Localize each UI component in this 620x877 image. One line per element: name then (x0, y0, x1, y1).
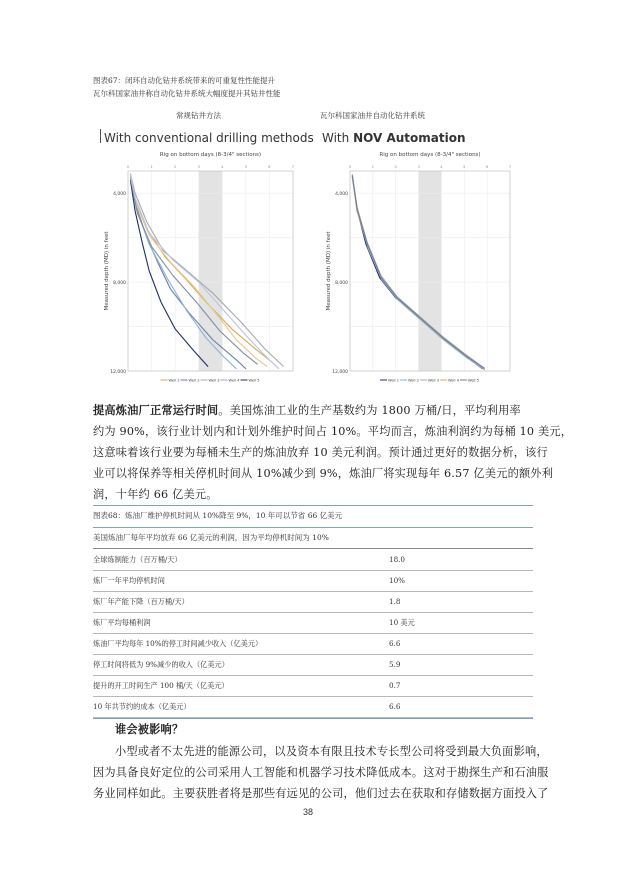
para1-line5: 润，十年约 66 亿美元。 (93, 488, 218, 501)
row-label: 10 年共节约的成本（亿美元） (93, 702, 191, 711)
y-axis-title: Measured depth (MD) in feet (326, 231, 332, 311)
table-row (93, 633, 533, 655)
x-axis-title: Rig on bottom days (8-3/4" sections) (159, 152, 262, 158)
table-row (93, 675, 533, 697)
x-tick-label: 7 (508, 165, 512, 169)
row-label: 炼厂年产能下降（百万桶/天） (93, 597, 189, 606)
chart-svg-nov (322, 149, 522, 393)
y-tick-label: 4,000 (113, 192, 126, 198)
x-tick-label: 3 (197, 165, 200, 169)
paragraph-who-affected (93, 741, 549, 804)
page-number: 38 (303, 807, 314, 817)
legend-label: Well 3 (428, 378, 439, 383)
row-value: 5.9 (389, 660, 401, 669)
x-axis-title: Rig on bottom days (8-3/4" sections) (379, 152, 481, 158)
row-label: 炼厂平均每桶利润 (93, 618, 151, 627)
y-axis-title: Measured depth (MD) in feet (104, 231, 110, 311)
legend-label: Well 4 (448, 378, 459, 383)
row-value: 10% (389, 576, 405, 585)
row-value: 6.6 (389, 702, 401, 711)
y-tick-label: 8,000 (335, 281, 348, 287)
chart-svg-conventional (100, 149, 305, 393)
x-tick-label: 4 (440, 165, 443, 169)
x-tick-label: 0 (348, 165, 352, 169)
row-value: 10 美元 (389, 618, 415, 627)
row-value: 0.7 (389, 681, 401, 690)
para1-line3: 这意味着该行业要为每桶未生产的炼油放弃 10 美元利润。预计通过更好的数据分析，该行 (93, 446, 548, 459)
chart-title-nov: With NOV Automation (322, 131, 466, 145)
row-label: 全球炼制能力（百万桶/天） (93, 555, 182, 564)
row-label: 炼油厂平均每年 10%的停工时间减少收入（亿美元） (93, 639, 263, 648)
y-tick-label: 12,000 (110, 370, 126, 375)
x-tick-label: 2 (174, 165, 177, 169)
table-row (93, 654, 533, 676)
x-tick-label: 5 (463, 165, 466, 169)
x-tick-label: 2 (394, 165, 397, 169)
shaded-band (419, 171, 442, 371)
legend-label: Well 5 (468, 378, 479, 383)
legend-label: Well 4 (228, 378, 240, 383)
table-row (93, 570, 533, 592)
x-tick-label: 5 (244, 165, 247, 169)
row-value: 18.0 (389, 555, 406, 564)
row-label: 提升的开工时间生产 100 桶/天（亿美元） (93, 681, 229, 690)
chart-title-conventional: With conventional drilling methods (104, 131, 314, 145)
figure68-top-rule (93, 505, 533, 506)
figure67-caption-line2: 瓦尔科国家油井称自动化钻井系统大幅度提升其钻井性能 (93, 89, 281, 98)
row-label: 炼厂一年平均停机时间 (93, 576, 165, 585)
x-tick-label: 1 (371, 165, 374, 169)
x-tick-label: 6 (486, 165, 489, 169)
x-tick-label: 3 (417, 165, 420, 169)
figure67-left-label: 常规钻井方法 (176, 111, 221, 120)
legend-label: Well 2 (408, 378, 419, 383)
table-row (93, 612, 533, 634)
section-heading: 谁会被影响？ (115, 722, 184, 736)
y-tick-label: 4,000 (335, 192, 348, 198)
series-line (352, 175, 482, 368)
legend-label: Well 5 (248, 378, 260, 383)
table-row (93, 591, 533, 613)
x-tick-label: 4 (221, 165, 224, 169)
para2-line3: 务业同样如此。主要获胜者将是那些有远见的公司，他们过去在获取和存储数据方面投入了 (93, 787, 549, 800)
row-label: 停工时间将低为 9%减少的收入（亿美元） (93, 660, 229, 669)
para1-line2: 约为 90%，该行业计划内和计划外维护时间占 10%。平均而言，炼油利润约为每桶 10 美元， (93, 425, 573, 438)
x-tick-label: 7 (291, 165, 295, 169)
para2-line2: 因为具备良好定位的公司采用人工智能和机器学习技术降低成本。这对于勘探生产和石油服 (93, 766, 549, 779)
legend-label: Well 1 (168, 378, 180, 383)
figure68-caption: 图表68：炼油厂维护停机时间从 10%降至 9%，10 年可以节省 66 亿美元 (93, 511, 343, 520)
y-tick-label: 12,000 (332, 370, 348, 375)
y-tick-label: 8,000 (113, 281, 126, 287)
x-tick-label: 0 (126, 165, 130, 169)
para1-bold-lead: 提高炼油厂正常运行时间 (93, 403, 219, 417)
series-line (130, 180, 208, 367)
x-tick-label: 1 (150, 165, 153, 169)
figure67-right-label: 瓦尔科国家油井自动化钻井系统 (320, 111, 425, 120)
legend-label: Well 1 (388, 378, 399, 383)
para1-line4: 业可以将保养等相关停机时间从 10%减少到 9%，炼油厂将实现每年 6.57 亿美元的额外利 (93, 467, 554, 480)
legend-label: Well 3 (208, 378, 220, 383)
shaded-band (199, 171, 223, 371)
table-row (93, 549, 533, 571)
chart-conventional (100, 127, 314, 393)
table-row (93, 696, 533, 718)
figure68-subtitle: 美国炼油厂每年平均放弃 66 亿美元的利润，因为平均停机时间为 10% (93, 533, 329, 542)
para1-line1: 提高炼油厂正常运行时间。美国炼油工业的生产基数约为 1800 万桶/日，平均利用率 (93, 403, 521, 417)
para2-line1: 小型或者不太先进的能源公司，以及资本有限且技术专长型公司将受到最大负面影响， (115, 745, 548, 758)
row-value: 1.8 (389, 597, 401, 606)
chart-nov-automation (322, 127, 522, 393)
x-tick-label: 6 (268, 165, 271, 169)
chart-left-border-mark (100, 129, 101, 143)
legend-label: Well 2 (188, 378, 200, 383)
figure68-caption-rule (93, 527, 533, 528)
paragraph-refinery-uptime (93, 400, 573, 505)
figure67-caption-line1: 图表67：闭环自动化钻井系统带来的可重复性性能提升 (93, 76, 276, 85)
row-value: 6.6 (389, 639, 401, 648)
